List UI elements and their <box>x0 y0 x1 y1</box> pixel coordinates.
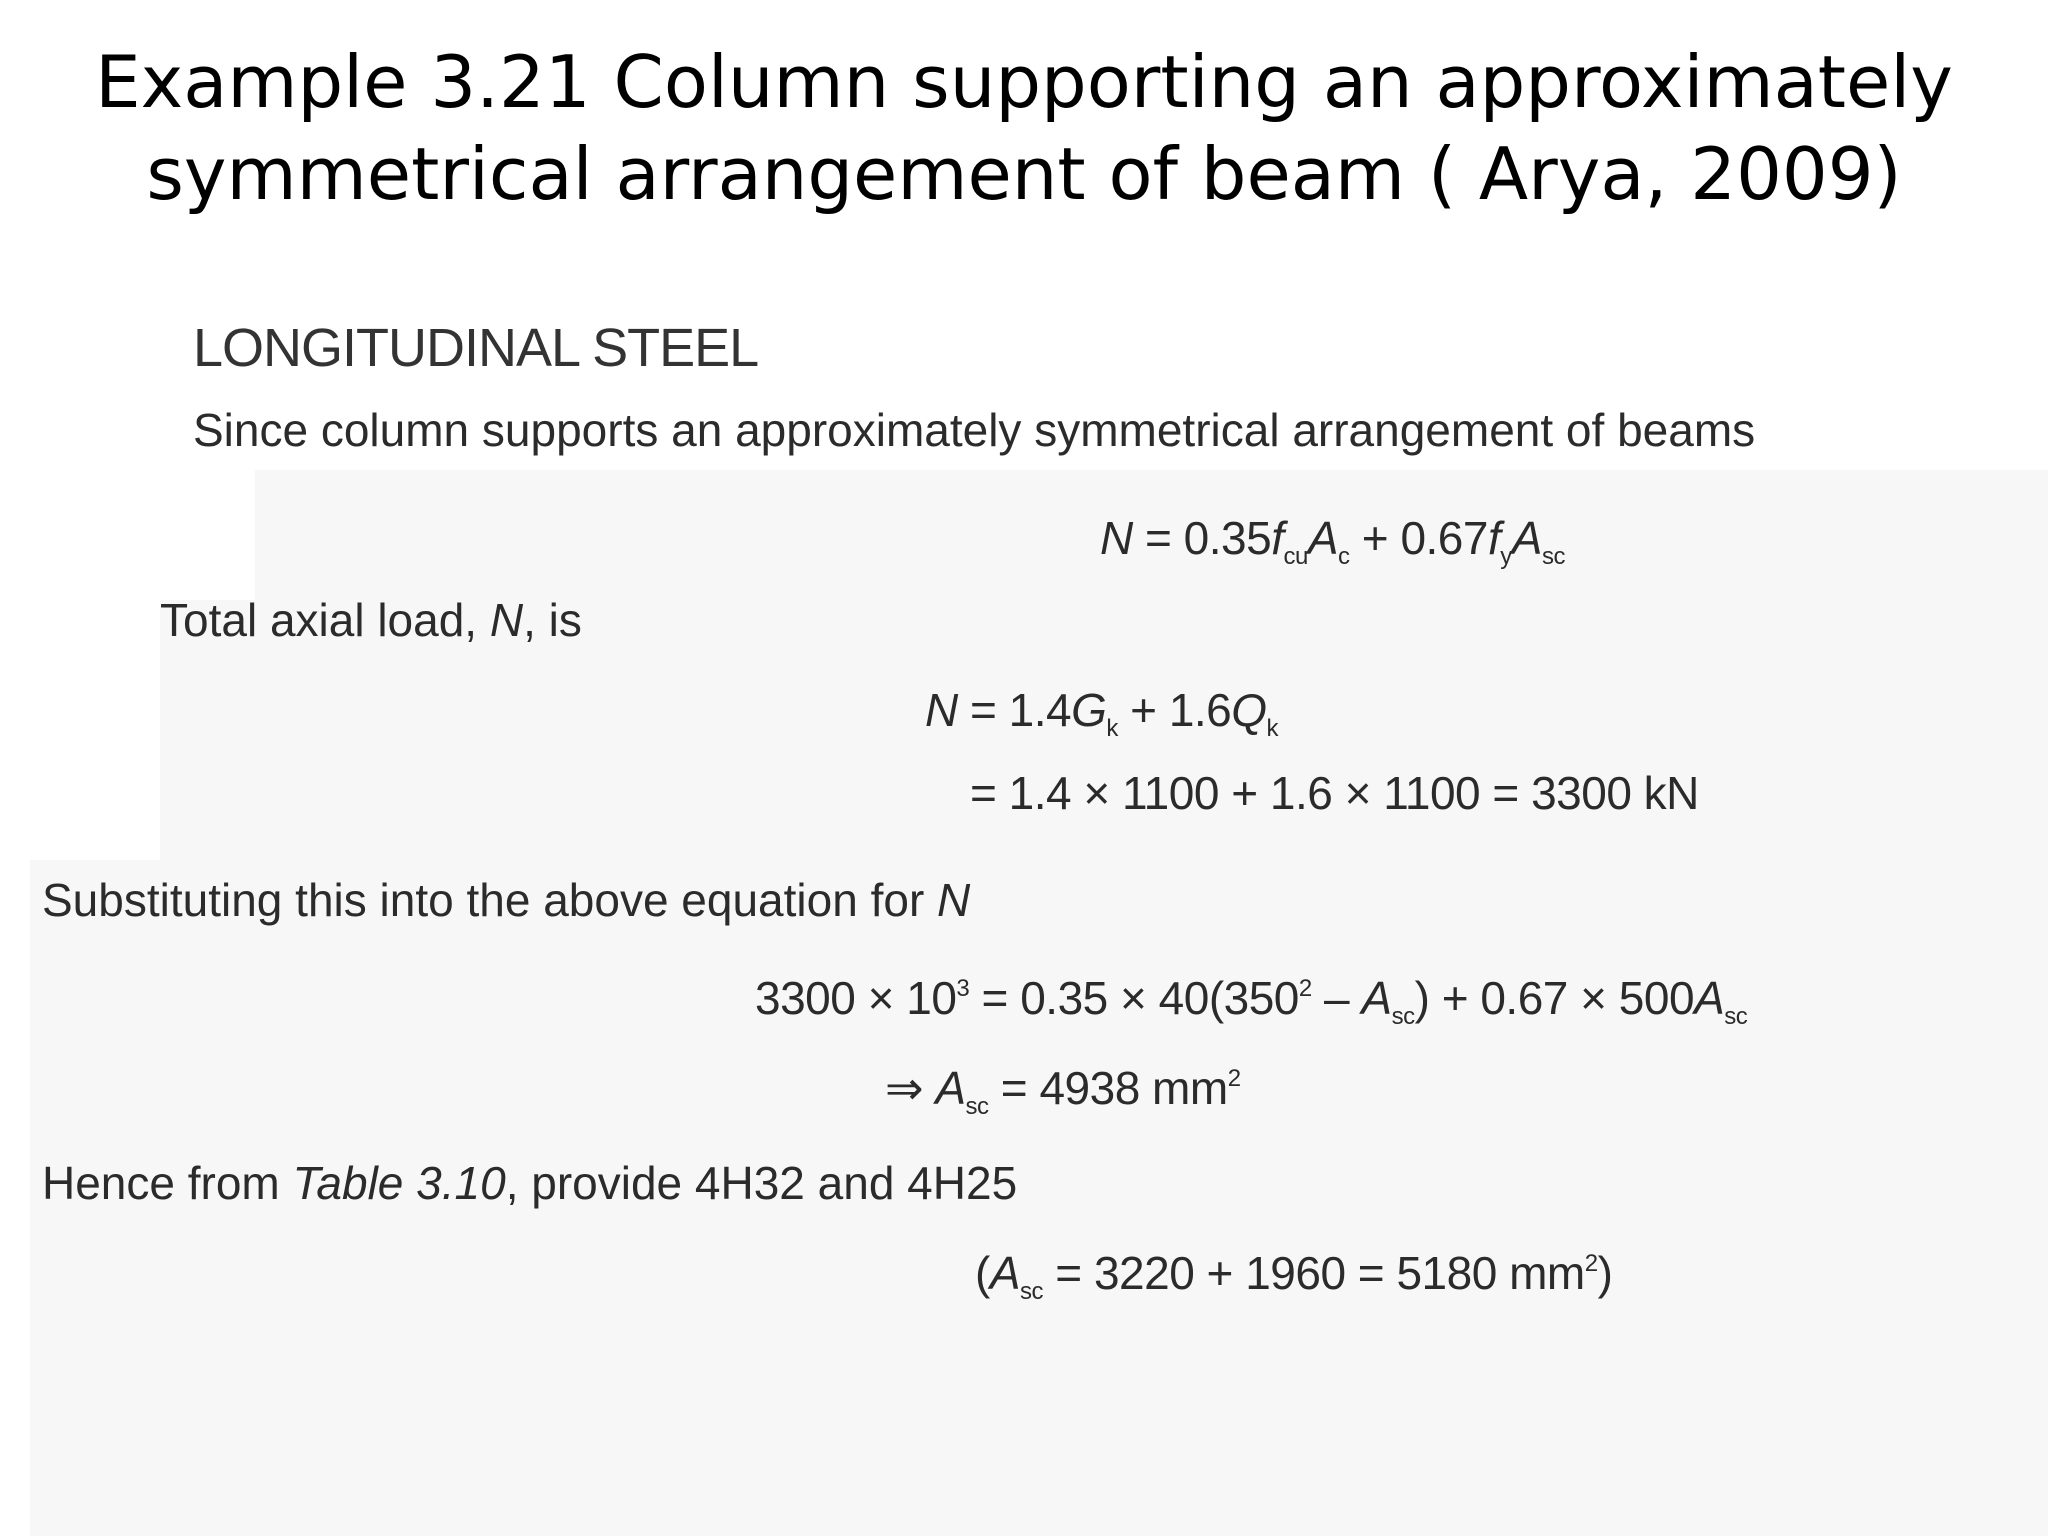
hence-suffix: , provide 4H32 and 4H25 <box>505 1157 1018 1209</box>
eq5-part1: = 4938 mm <box>988 1062 1228 1114</box>
scanned-textbook-excerpt <box>0 300 2048 1536</box>
eq1-N: N <box>1100 512 1133 564</box>
intro-sentence: Since column supports an approximately symmetrical arrangement of beams <box>193 404 1756 456</box>
eq4-sup-2: 2 <box>1298 975 1312 1002</box>
hence-table-ref: Table 3.10 <box>292 1157 506 1209</box>
eq4-A2: A <box>1694 972 1725 1024</box>
eq4-part2: = 0.35 × 40(350 <box>969 972 1299 1024</box>
eq1-A: A <box>1307 512 1339 564</box>
eq5-arrow: ⇒ <box>885 1062 936 1114</box>
eq4-sub-sc: sc <box>1391 1003 1415 1030</box>
eq6-part1: = 3220 + 1960 = 5180 mm <box>1043 1247 1585 1299</box>
eq4-part4: ) + 0.67 × 500 <box>1414 972 1695 1024</box>
eq2-N: N <box>925 684 958 736</box>
axial-load-text <box>160 592 582 648</box>
equation-substituted <box>755 970 1748 1030</box>
equation-result <box>885 1060 1241 1120</box>
eq2-Q: Q <box>1231 684 1267 736</box>
eq2-part1: = 1.4 <box>957 684 1072 736</box>
eq1-part1: = 0.35 <box>1132 512 1272 564</box>
eq4-part3: – <box>1311 972 1362 1024</box>
title-line-2: symmetrical arrangement of beam ( Arya, 2009) <box>146 132 1902 216</box>
eq1-sub-y: y <box>1500 543 1512 570</box>
eq5-A: A <box>935 1062 966 1114</box>
axial-prefix: Total axial load, <box>160 594 490 646</box>
eq2-G: G <box>1071 684 1107 736</box>
eq6-close: ) <box>1597 1247 1613 1299</box>
eq4-part1: 3300 × 10 <box>755 972 957 1024</box>
eq1-sub-sc: sc <box>1541 543 1565 570</box>
eq2-sub-k2: k <box>1266 715 1279 742</box>
eq1-f2: f <box>1487 512 1501 564</box>
equation-axial-load <box>925 682 1279 742</box>
eq4-sup-3: 3 <box>956 975 970 1002</box>
eq6-sup-2: 2 <box>1584 1250 1598 1277</box>
eq2-sub-k1: k <box>1106 715 1118 742</box>
eq5-sup-2: 2 <box>1227 1065 1241 1092</box>
eq6-open: ( <box>975 1247 990 1299</box>
slide-title <box>0 36 2048 220</box>
axial-N: N <box>489 594 524 646</box>
equation-provided <box>975 1245 1613 1305</box>
substituting-N: N <box>937 874 971 926</box>
eq1-f: f <box>1271 512 1284 564</box>
title-line-1: Example 3.21 Column supporting an approximately <box>95 40 1953 124</box>
substituting-text <box>42 872 970 928</box>
eq2-part2: + 1.6 <box>1117 684 1232 736</box>
eq1-A2: A <box>1511 512 1542 564</box>
eq6-A: A <box>989 1247 1021 1299</box>
hence-prefix: Hence from <box>42 1157 293 1209</box>
hence-text <box>42 1155 1017 1211</box>
eq6-sub-sc: sc <box>1020 1278 1044 1305</box>
eq5-sub-sc: sc <box>965 1093 989 1120</box>
substituting-prefix: Substituting this into the above equation for <box>42 874 938 926</box>
axial-suffix: , is <box>523 594 582 646</box>
eq1-sub-c: c <box>1338 543 1350 570</box>
eq1-part2: + 0.67 <box>1349 512 1488 564</box>
equation-resistance <box>1100 510 1565 570</box>
eq4-A: A <box>1361 972 1392 1024</box>
eq1-sub-cu: cu <box>1283 543 1308 570</box>
section-heading: LONGITUDINAL STEEL <box>193 318 759 378</box>
equation-axial-value: = 1.4 × 1100 + 1.6 × 1100 = 3300 kN <box>970 767 1699 819</box>
eq4-sub-sc2: sc <box>1724 1003 1748 1030</box>
